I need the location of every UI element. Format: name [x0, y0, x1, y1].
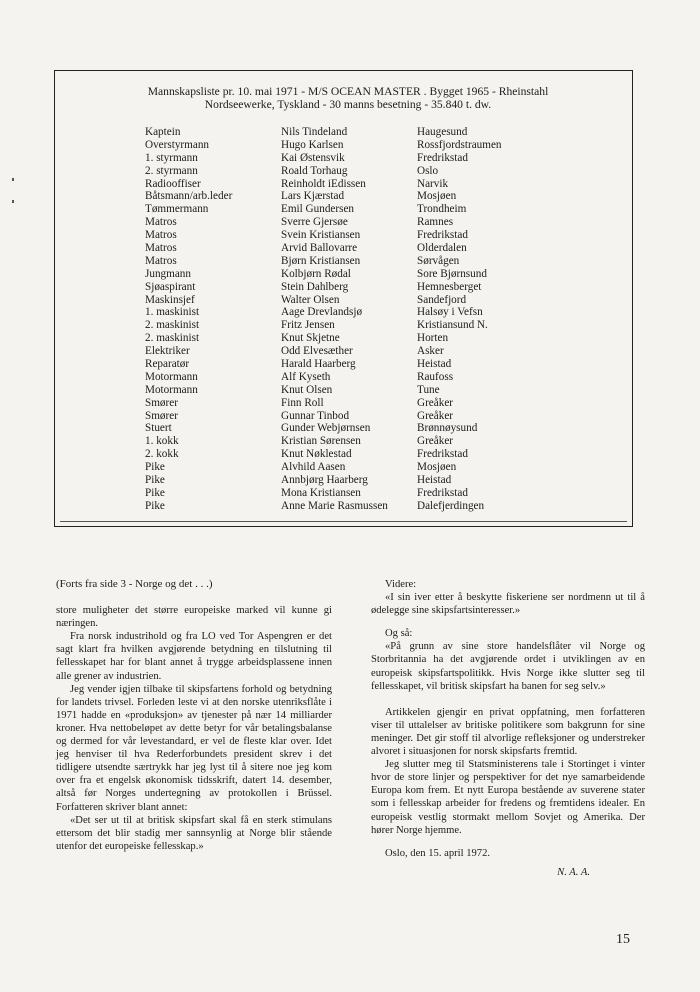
margin-mark [12, 200, 14, 203]
crew-name: Harald Haarberg [281, 358, 356, 371]
crew-name: Stein Dahlberg [281, 280, 349, 293]
crew-hometown: Raufoss [417, 370, 454, 383]
crew-name: Mona Kristiansen [281, 486, 361, 499]
crew-row [145, 371, 547, 384]
crew-position: Matros [145, 242, 177, 255]
crew-name: Finn Roll [281, 396, 324, 409]
crew-position: Overstyrmann [145, 138, 210, 151]
crew-row [145, 152, 547, 165]
crew-position: Pike [145, 499, 165, 512]
crew-name: Lars Kjærstad [281, 190, 345, 203]
crew-row [145, 190, 547, 203]
crew-row [145, 165, 547, 178]
crew-row [145, 229, 547, 242]
crew-hometown: Fredrikstad [417, 486, 468, 499]
crew-name: Annbjørg Haarberg [281, 474, 368, 487]
crew-hometown: Fredrikstad [417, 229, 468, 242]
crew-row [145, 487, 547, 500]
crew-position: 2. maskinist [145, 332, 200, 345]
place-date: Oslo, den 15. april 1972. [385, 847, 491, 859]
crew-name: Aage Drevlandsjø [281, 306, 363, 319]
crew-name: Gunnar Tinbod [281, 409, 350, 422]
crew-name: Alvhild Aasen [281, 461, 346, 474]
crew-name: Svein Kristiansen [281, 229, 361, 242]
article-right-column [371, 578, 645, 879]
crew-list [145, 126, 547, 513]
crew-position: Reparatør [145, 358, 190, 371]
crew-position: Pike [145, 461, 165, 474]
crew-hometown: Heistad [417, 358, 452, 371]
crew-position: Pike [145, 486, 165, 499]
crew-row [145, 384, 547, 397]
crew-row [145, 410, 547, 423]
crew-hometown: Sandefjord [417, 293, 467, 306]
crew-position: Tømmermann [145, 203, 209, 216]
crew-name: Nils Tindeland [281, 126, 348, 138]
crew-hometown: Tune [417, 383, 440, 396]
crew-name: Emil Gundersen [281, 203, 355, 216]
crew-position: Maskinsjef [145, 293, 195, 306]
crew-row [145, 268, 547, 281]
crew-row [145, 500, 547, 513]
crew-row [145, 435, 547, 448]
crew-row [145, 306, 547, 319]
crew-name: Knut Skjetne [281, 332, 340, 345]
crew-name: Walter Olsen [281, 293, 340, 306]
crew-list-title: Mannskapsliste pr. 10. mai 1971 - M/S OCEAN MASTER . Bygget 1965 - Rheinstahl Nordseewerke, Tyskland - 30 manns besetning - 35.840 t. dw. [147, 85, 549, 111]
crew-name: Knut Olsen [281, 383, 333, 396]
quote-intro: Og så: [385, 628, 413, 640]
crew-position: 2. maskinist [145, 319, 200, 332]
crew-hometown: Ramnes [417, 216, 454, 229]
crew-list-box [54, 70, 633, 527]
article-paragraph: store muligheter det større europeiske marked vil kunne gi næringen. [56, 605, 332, 630]
crew-name: Gunder Webjørnsen [281, 422, 371, 435]
crew-position: Jungmann [145, 267, 191, 280]
crew-name: Fritz Jensen [281, 319, 335, 332]
crew-position: Radiooffiser [145, 177, 201, 190]
crew-hometown: Fredrikstad [417, 448, 468, 461]
crew-name: Kristian Sørensen [281, 435, 361, 448]
crew-row [145, 461, 547, 474]
crew-row [145, 281, 547, 294]
crew-row [145, 126, 547, 139]
crew-row [145, 345, 547, 358]
crew-hometown: Kristiansund N. [417, 319, 488, 332]
crew-hometown: Olderdalen [417, 242, 467, 255]
crew-position: 1. styrmann [145, 151, 198, 164]
crew-name: Arvid Ballovarre [281, 242, 358, 255]
crew-row [145, 397, 547, 410]
crew-row [145, 178, 547, 191]
article-quote: «I sin iver etter å beskytte fiskeriene ser nordmenn ut til å ødelegge sine skipsfartsinteresser.» [371, 592, 645, 617]
crew-name: Hugo Karlsen [281, 138, 344, 151]
crew-name: Alf Kyseth [281, 370, 331, 383]
crew-hometown: Brønnøysund [417, 422, 478, 435]
article-paragraph: Jeg vender igjen tilbake til skipsfartens forhold og betydning for landets trivsel. Forleden leste vi at den norske utenriksflåte i 1971 hadde en «produksjon» av tjenester på nær 14 milliarder kroner. Hva nettobeløpet av dette betyr for vår betalingsbalanse og dermed for vår levestandard, er vel de fleste klar over. Idet jeg henviser til hva Rederforbundets president skrev i det tidligere utsendte særtrykk har jeg lyst til å sitere noe jeg kom over fra et engelsk økonomisk tidsskrift, datert 14. desember, altså før Norges undertegning av protokollen i Brüssel. Forfatteren skriver blant annet: [56, 683, 332, 813]
crew-position: Kaptein [145, 126, 181, 138]
article-quote: «På grunn av sine store handelsflåter vil Norge og Storbritannia ha det avgjørende ordet i utviklingen av en europeisk skipsfartspolitikk. Hvis Norge ikke slutter seg til fellesskapet, vil britisk skipsfart ha banen for seg selv.» [371, 641, 645, 692]
crew-hometown: Mosjøen [417, 190, 457, 203]
crew-hometown: Dalefjerdingen [417, 499, 485, 512]
crew-position: Båtsmann/arb.leder [145, 190, 233, 203]
crew-row [145, 448, 547, 461]
continuation-heading: (Forts fra side 3 - Norge og det . . .) [56, 578, 213, 590]
crew-position: 1. kokk [145, 435, 179, 448]
crew-position: Sjøaspirant [145, 280, 196, 293]
page-number: 15 [616, 932, 630, 947]
crew-name: Reinholdt iEdissen [281, 177, 366, 190]
crew-row [145, 332, 547, 345]
crew-position: Matros [145, 229, 177, 242]
author-initials: N. A. A. [557, 866, 590, 878]
quote-intro: Videre: [385, 579, 417, 590]
crew-position: Smører [145, 409, 178, 422]
crew-hometown: Oslo [417, 164, 439, 177]
margin-mark [12, 178, 14, 181]
crew-name: Kolbjørn Rødal [281, 267, 351, 280]
crew-name: Odd Elvesæther [281, 345, 353, 358]
crew-name: Sverre Gjersøe [281, 216, 348, 229]
crew-name: Kai Østensvik [281, 151, 345, 164]
crew-hometown: Fredrikstad [417, 151, 468, 164]
crew-position: Elektriker [145, 345, 190, 358]
crew-hometown: Haugesund [417, 126, 468, 138]
crew-name: Roald Torhaug [281, 164, 348, 177]
crew-hometown: Asker [417, 345, 444, 358]
crew-position: 2. kokk [145, 448, 179, 461]
crew-name: Bjørn Kristiansen [281, 254, 361, 267]
crew-hometown: Trondheim [417, 203, 467, 216]
crew-position: Motormann [145, 370, 198, 383]
crew-name: Anne Marie Rasmussen [281, 499, 388, 512]
crew-position: Smører [145, 396, 178, 409]
crew-row [145, 422, 547, 435]
article-left-column [56, 578, 332, 853]
crew-hometown: Heistad [417, 474, 452, 487]
crew-hometown: Greåker [417, 409, 454, 422]
crew-position: 2. styrmann [145, 164, 198, 177]
crew-hometown: Horten [417, 332, 449, 345]
crew-hometown: Greåker [417, 435, 454, 448]
crew-hometown: Mosjøen [417, 461, 457, 474]
crew-hometown: Sore Bjørnsund [417, 267, 487, 280]
crew-hometown: Narvik [417, 177, 449, 190]
article-paragraph: Jeg slutter meg til Statsministerens tale i Stortinget i vinter hvor de store linjer og perspektiver for det nye samarbeidende Europa kom frem. Et nytt Europa bestående av suverene stater som i fellesskap arbeider for fredens og fremtidens idealer. En europeisk vestlig stormakt mellom Sovjet og Amerika. Der hører Norge hjemme. [371, 759, 645, 836]
crew-row [145, 216, 547, 229]
crew-row [145, 242, 547, 255]
crew-hometown: Hemnesberget [417, 280, 482, 293]
crew-position: Stuert [145, 422, 172, 435]
crew-row [145, 294, 547, 307]
crew-row [145, 319, 547, 332]
article-quote: «Det ser ut til at britisk skipsfart skal få en sterk stimulans ettersom det blir stadig mer sannsynlig at Norge blir stående utenfor det europeiske fellesskap.» [56, 814, 332, 852]
crew-name: Knut Nøklestad [281, 448, 352, 461]
crew-row [145, 255, 547, 268]
crew-position: Matros [145, 254, 177, 267]
crew-row [145, 139, 547, 152]
crew-row [145, 358, 547, 371]
crew-position: Motormann [145, 383, 198, 396]
article-paragraph: Fra norsk industrihold og fra LO ved Tor Aspengren er det sagt klart fra hvilken avgjørende betydning en tilslutning til fellesskapet har for blant annet å trygge arbeidsplassene innen alle grener av industrien. [56, 631, 332, 682]
crew-hometown: Rossfjordstraumen [417, 138, 502, 151]
crew-row [145, 474, 547, 487]
crew-hometown: Halsøy i Vefsn [417, 306, 483, 319]
crew-position: Matros [145, 216, 177, 229]
crew-hometown: Sørvågen [417, 254, 460, 267]
article-paragraph: Artikkelen gjengir en privat oppfatning, men forfatteren viser til uttalelser av britiske politikere som bakgrunn for sine meninger. Det gir stoff til alvorlige refleksjoner og understreker alvoret i situasjonen for norsk skipsfarts fremtid. [371, 706, 645, 758]
crew-hometown: Greåker [417, 396, 454, 409]
crew-position: 1. maskinist [145, 306, 200, 319]
crew-position: Pike [145, 474, 165, 487]
crew-row [145, 203, 547, 216]
